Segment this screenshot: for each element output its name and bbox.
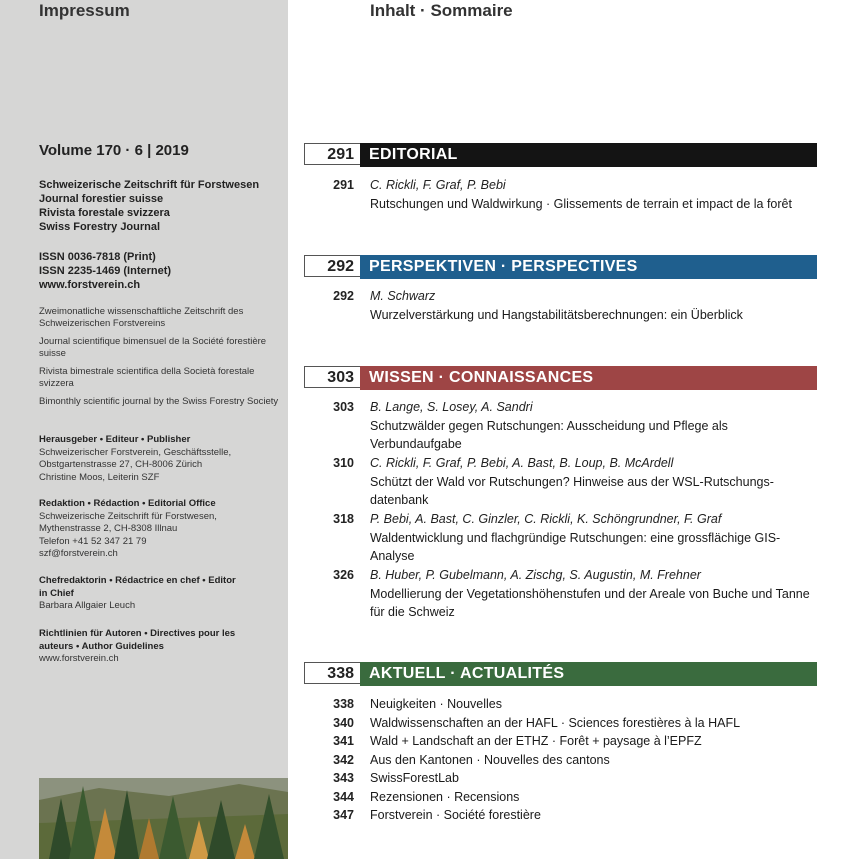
section-label: EDITORIAL [360, 143, 817, 167]
entry-title: Wald + Landschaft an der ETHZ · Forêt + paysage à l’EPFZ [370, 734, 702, 748]
entry-page: 303 [333, 400, 354, 414]
journal-names [39, 178, 259, 234]
publisher-block [39, 434, 284, 484]
issn-block [39, 250, 171, 292]
journal-name: Swiss Forestry Journal [39, 221, 161, 233]
entry-title: Waldentwicklung und flachgründige Rutschungen: eine grossflächige GIS-Analyse [370, 530, 781, 563]
chief-name: Barbara Allgaier Leuch [39, 600, 136, 611]
entry-page: 340 [333, 715, 354, 730]
chief-heading: Chefredaktorin • Rédactrice en chef • Editor in Chief [39, 575, 236, 599]
entry-page: 326 [333, 568, 354, 582]
publisher-line: Schweizerischer Forstverein, Geschäftsstelle, [39, 446, 232, 458]
editorial-line: Mythenstrasse 2, CH-8308 Illnau [39, 523, 178, 534]
description: Zweimonatliche wissenschaftliche Zeitschrift des Schweizerischen Forstvereins [39, 306, 244, 329]
description: Rivista bimestrale scientifica della Società forestale svizzera [39, 366, 255, 389]
entry-title: Wurzelverstärkung und Hangstabilitätsberechnungen: ein Überblick [370, 307, 743, 322]
publisher-heading: Herausgeber • Editeur • Publisher [39, 434, 191, 445]
editorial-line: Telefon +41 52 347 21 79 [39, 535, 147, 547]
journal-name: Schweizerische Zeitschrift für Forstwesen [39, 179, 260, 191]
forest-photo [39, 778, 288, 859]
journal-name: Rivista forestale svizzera [39, 207, 170, 219]
entry-authors: P. Bebi, A. Bast, C. Ginzler, C. Rickli, K. Schöngrundner, F. Graf [370, 512, 722, 526]
guidelines-link[interactable]: www.forstverein.ch [39, 653, 119, 664]
author-guidelines-block [39, 628, 249, 666]
entry-title: Waldwissenschaften an der HAFL · Sciences forestières à la HAFL [370, 715, 741, 730]
editorial-email[interactable]: szf@forstverein.ch [39, 548, 118, 559]
entry-page: 347 [333, 808, 354, 822]
website-link[interactable]: www.forstverein.ch [39, 279, 141, 291]
entry-authors: M. Schwarz [370, 289, 436, 303]
contents-heading: Inhalt · Sommaire [370, 1, 513, 20]
impressum-sidebar [0, 0, 288, 859]
volume-info: Volume 170 · 6 | 2019 [39, 142, 189, 159]
entry-page: 318 [333, 512, 354, 526]
entry-authors: B. Lange, S. Losey, A. Sandri [370, 400, 533, 414]
section-label: AKTUELL · ACTUALITÉS [360, 662, 817, 686]
section-header-perspektiven [304, 255, 817, 279]
entry-page: 343 [333, 771, 354, 785]
entry-page: 291 [333, 178, 354, 192]
editorial-office-block [39, 498, 284, 561]
publisher-line: Obstgartenstrasse 27, CH-8006 Zürich [39, 459, 203, 470]
editorial-heading: Redaktion • Rédaction • Editorial Office [39, 498, 216, 509]
entry-title: Neuigkeiten · Nouvelles [370, 697, 503, 711]
entry-title: Forstverein · Société forestière [370, 808, 541, 822]
section-header-editorial [304, 143, 817, 167]
entry-page: 342 [333, 752, 354, 767]
entry-page: 341 [333, 734, 354, 748]
section-page-number: 291 [304, 143, 360, 165]
editorial-line: Schweizerische Zeitschrift für Forstwesen, [39, 510, 217, 522]
entry-title: Schutzwälder gegen Rutschungen: Ausscheidung und Pflege als Verbundaufgabe [370, 418, 728, 451]
section-page-number: 303 [304, 366, 360, 388]
entry-page: 338 [333, 697, 354, 711]
entry-authors: C. Rickli, F. Graf, P. Bebi, A. Bast, B. Loup, B. McArdell [370, 456, 674, 470]
issn-internet: ISSN 2235-1469 (Internet) [39, 265, 172, 277]
entry-authors: C. Rickli, F. Graf, P. Bebi [370, 178, 506, 192]
section-header-aktuell [304, 662, 817, 686]
entry-authors: B. Huber, P. Gubelmann, A. Zischg, S. Augustin, M. Frehner [370, 568, 701, 582]
section-page-number: 292 [304, 255, 360, 277]
entry-page: 344 [333, 789, 354, 804]
section-label: WISSEN · CONNAISSANCES [360, 366, 817, 390]
entry-page: 292 [333, 289, 354, 303]
entry-page: 310 [333, 456, 354, 470]
description: Bimonthly scientific journal by the Swiss Forestry Society [39, 396, 279, 407]
entry-title: Aus den Kantonen · Nouvelles des cantons [370, 752, 610, 767]
section-page-number: 338 [304, 662, 360, 684]
section-label: PERSPEKTIVEN · PERSPECTIVES [360, 255, 817, 279]
entry-title: Rezensionen · Recensions [370, 789, 520, 804]
editor-in-chief-block [39, 575, 239, 613]
publisher-line: Christine Moos, Leiterin SZF [39, 471, 160, 483]
entry-title: Modellierung der Vegetationshöhenstufen und der Areale von Buche und Tanne für die Schweiz [370, 586, 810, 619]
section-header-wissen [304, 366, 817, 390]
guidelines-heading: Richtlinien für Autoren • Directives pour les auteurs • Author Guidelines [39, 628, 236, 652]
entry-title: Rutschungen und Waldwirkung · Glissements de terrain et impact de la forêt [370, 196, 792, 211]
entry-title: SwissForestLab [370, 771, 459, 785]
impressum-heading: Impressum [39, 1, 130, 20]
journal-descriptions [39, 306, 279, 414]
issn-print: ISSN 0036-7818 (Print) [39, 251, 156, 263]
journal-name: Journal forestier suisse [39, 193, 164, 205]
entry-title: Schützt der Wald vor Rutschungen? Hinweise aus der WSL-Rutschungs-datenbank [370, 474, 774, 507]
description: Journal scientifique bimensuel de la Société forestière suisse [39, 336, 267, 359]
